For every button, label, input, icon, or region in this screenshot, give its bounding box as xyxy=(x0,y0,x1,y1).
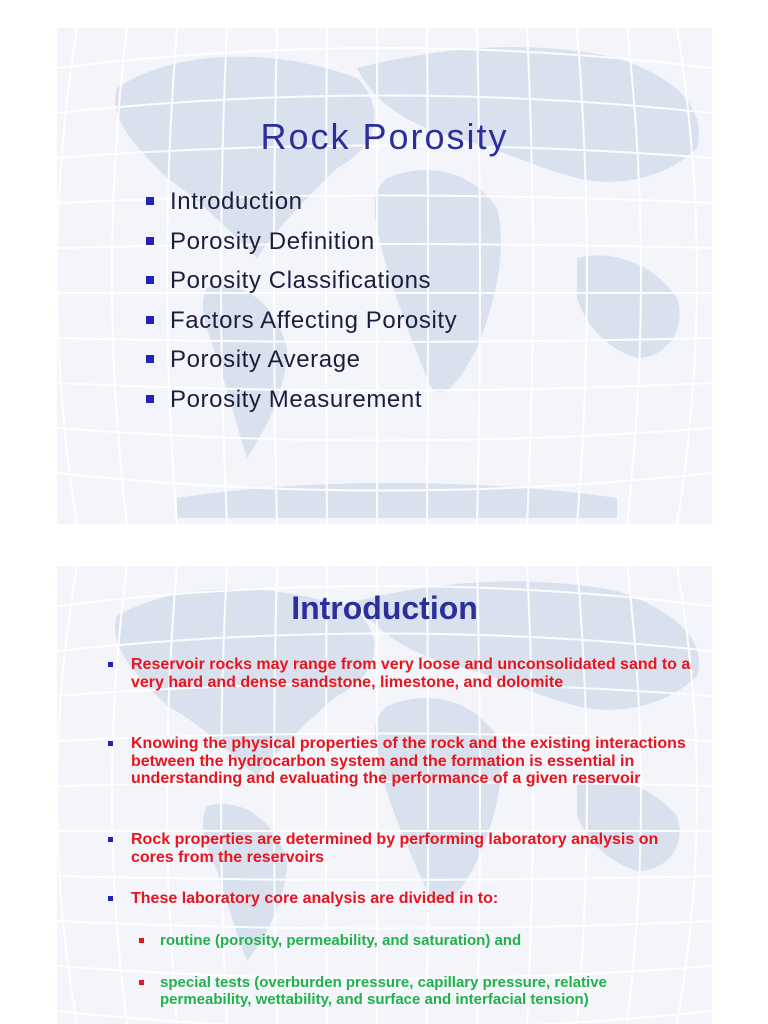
list-item xyxy=(106,890,498,908)
slide-title: Introduction xyxy=(291,590,478,626)
sub-list-item-text: special tests (overburden pressure, capillary pressure, relative permeability, wettability, and surface and interfacial tension) xyxy=(160,974,607,1008)
square-bullet-icon xyxy=(108,741,113,746)
list-item xyxy=(145,380,457,420)
world-map-background xyxy=(57,566,712,1024)
square-bullet-icon xyxy=(108,837,113,842)
square-bullet-icon xyxy=(146,355,154,363)
list-item xyxy=(145,222,457,262)
slide-title: Rock Porosity xyxy=(260,116,509,157)
square-bullet-icon xyxy=(146,316,154,324)
list-item-label: Porosity Classifications xyxy=(170,267,432,294)
list-item xyxy=(106,831,701,866)
square-bullet-icon xyxy=(108,662,113,667)
square-bullet-icon xyxy=(108,896,113,901)
list-item-label: Introduction xyxy=(170,188,303,215)
list-item xyxy=(106,735,701,788)
list-item-label: Factors Affecting Porosity xyxy=(170,306,458,334)
slide-introduction xyxy=(57,566,712,1024)
sub-list-item xyxy=(137,932,521,949)
list-item xyxy=(145,182,457,222)
slide-rock-porosity xyxy=(57,28,712,524)
list-item xyxy=(145,261,457,301)
list-item-text: Reservoir rocks may range from very loose and unconsolidated sand to a very hard and dense sandstone, limestone, and dolomite xyxy=(131,656,691,691)
list-item xyxy=(145,340,457,380)
square-bullet-icon xyxy=(146,237,154,245)
square-bullet-icon xyxy=(139,938,144,943)
square-bullet-icon xyxy=(139,980,144,985)
topic-list xyxy=(145,182,457,419)
square-bullet-icon xyxy=(146,197,154,205)
list-item xyxy=(106,656,701,691)
list-item-text: These laboratory core analysis are divided in to: xyxy=(131,890,499,907)
list-item-text: Knowing the physical properties of the rock and the existing interactions between the hydrocarbon system and the formation is essential in understanding and evaluating the performance of a given reservoir xyxy=(131,735,686,787)
sub-list-item-text: routine (porosity, permeability, and saturation) and xyxy=(160,932,522,949)
list-item xyxy=(145,301,457,341)
square-bullet-icon xyxy=(146,395,154,403)
sub-list-item xyxy=(137,974,677,1008)
list-item-label: Porosity Measurement xyxy=(170,385,423,413)
list-item-label: Porosity Average xyxy=(170,346,361,373)
square-bullet-icon xyxy=(146,276,154,284)
list-item-text: Rock properties are determined by performing laboratory analysis on cores from the reservoirs xyxy=(131,831,659,866)
list-item-label: Porosity Definition xyxy=(170,227,375,255)
